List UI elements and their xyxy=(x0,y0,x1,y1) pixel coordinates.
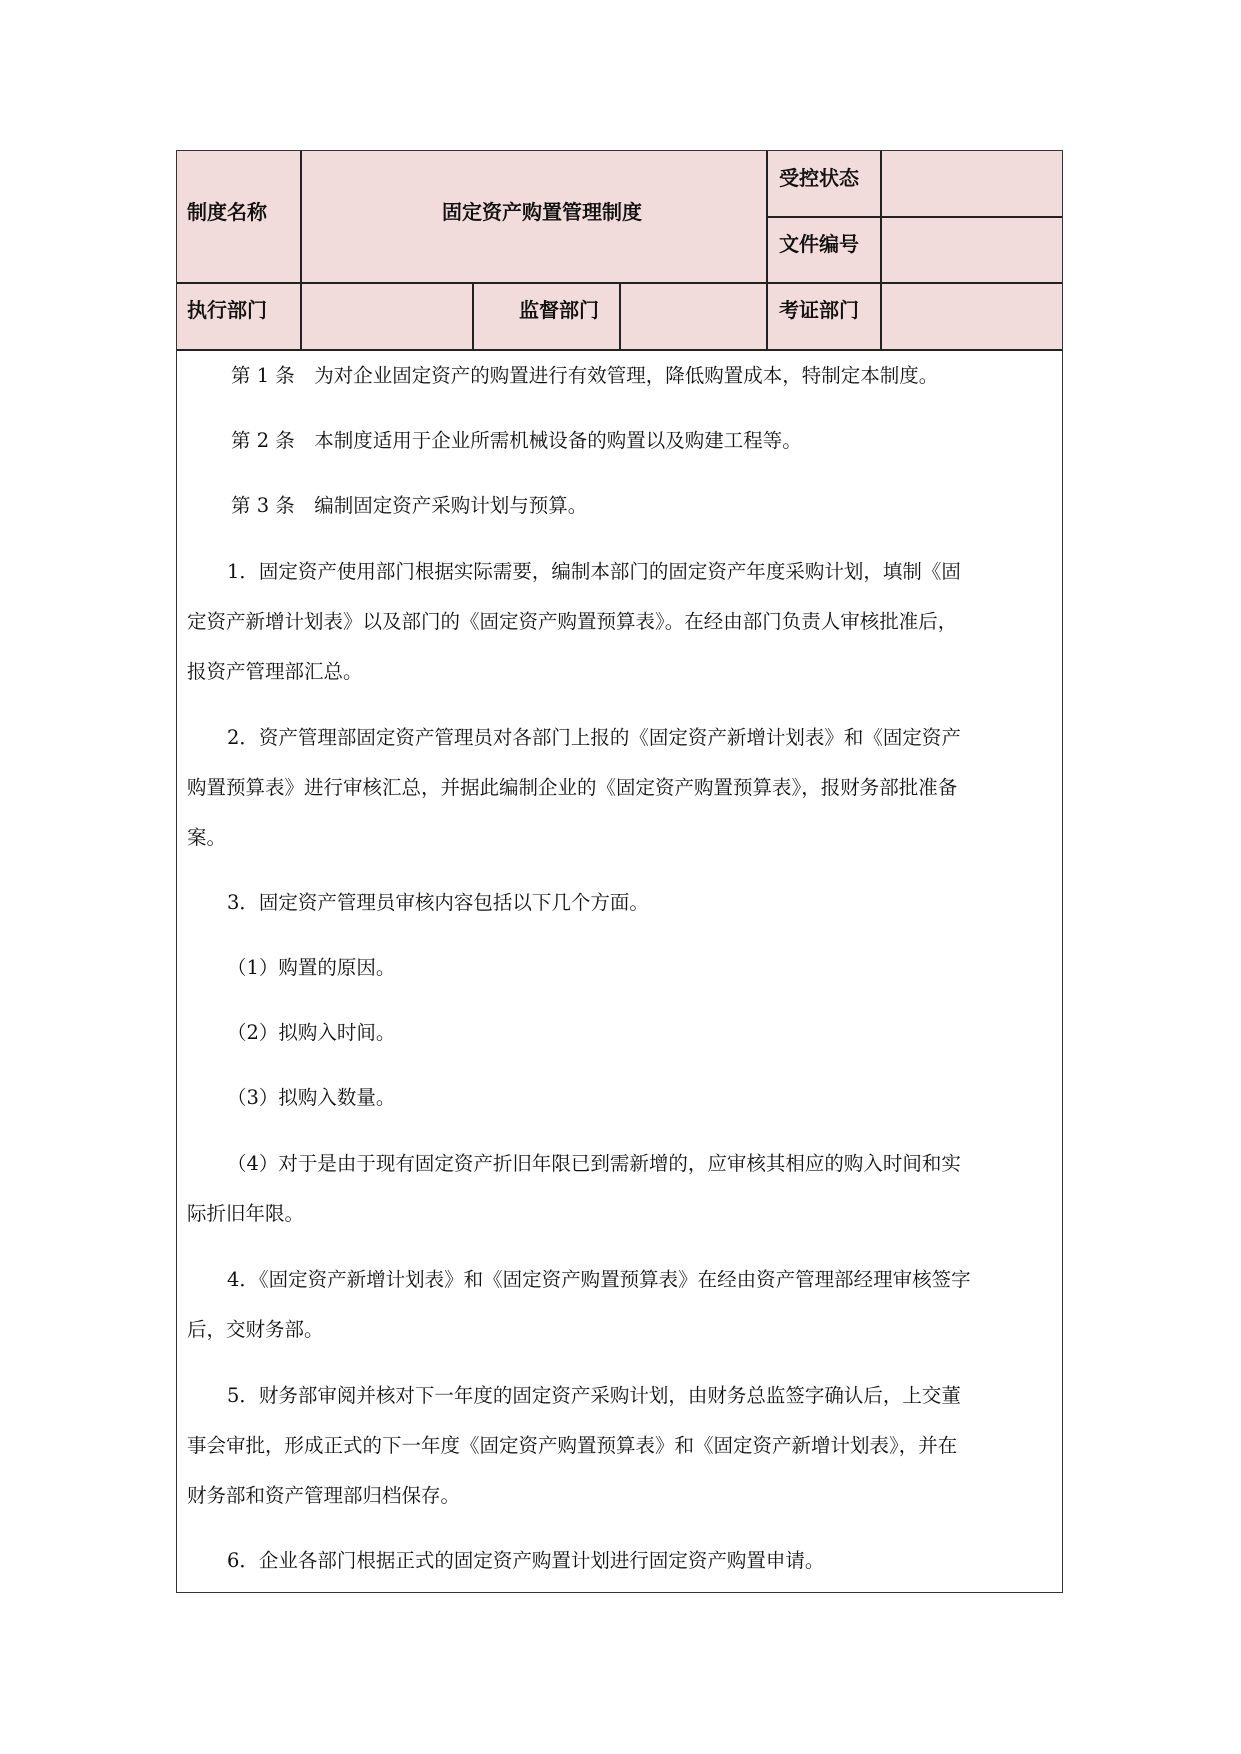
grid-line xyxy=(619,283,621,350)
header-exec-dept-value-cell xyxy=(301,283,473,350)
grid-line xyxy=(766,151,768,350)
item-4-line-2: 后，交财务部。 xyxy=(187,1318,324,1341)
grid-line xyxy=(766,216,1062,218)
verify-dept-label: 考证部门 xyxy=(779,298,859,322)
item-5-line-2: 事会审批，形成正式的下一年度《固定资产购置预算表》和《固定资产新增计划表》，并在 xyxy=(187,1434,958,1457)
sub-item-2: （2）拟购入时间。 xyxy=(227,1021,396,1044)
item-4-line-1: 4．《固定资产新增计划表》和《固定资产购置预算表》在经由资产管理部经理审核签字 xyxy=(227,1268,971,1291)
sub-item-1: （1）购置的原因。 xyxy=(227,956,396,979)
grid-line xyxy=(472,283,474,350)
sub-item-4-line-2: 际折旧年限。 xyxy=(187,1202,305,1225)
header-supervise-dept-value-cell xyxy=(620,283,767,350)
sub-item-4-line-1: （4）对于是由于现有固定资产折旧年限已到需新增的，应审核其相应的购入时间和实 xyxy=(227,1152,961,1175)
item-2-line-1: 2．资产管理部固定资产管理员对各部门上报的《固定资产新增计划表》和《固定资产 xyxy=(227,726,961,749)
item-5-line-1: 5．财务部审阅并核对下一年度的固定资产采购计划，由财务总监签字确认后，上交董 xyxy=(227,1384,961,1407)
header-file-no-value-cell xyxy=(881,217,1062,283)
item-5-line-3: 财务部和资产管理部归档保存。 xyxy=(187,1484,461,1507)
grid-line xyxy=(880,151,882,350)
policy-title: 固定资产购置管理制度 xyxy=(442,200,642,224)
item-1-line-1: 1．固定资产使用部门根据实际需要，编制本部门的固定资产年度采购计划，填制《固 xyxy=(227,560,961,583)
item-2-line-2: 购置预算表》进行审核汇总，并据此编制企业的《固定资产购置预算表》，报财务部批准备 xyxy=(187,776,958,799)
grid-line xyxy=(177,282,1062,284)
file-number-label: 文件编号 xyxy=(779,232,859,256)
header-exec-dept-label-cell xyxy=(177,283,301,350)
article-1: 第 1 条 为对企业固定资产的购置进行有效管理，降低购置成本，特制定本制度。 xyxy=(231,364,939,387)
policy-name-label: 制度名称 xyxy=(187,200,267,224)
supervise-dept-label: 监督部门 xyxy=(519,298,599,322)
header-name-label-cell xyxy=(177,151,301,283)
exec-dept-label: 执行部门 xyxy=(187,298,267,322)
grid-line xyxy=(300,151,302,350)
article-3: 第 3 条 编制固定资产采购计划与预算。 xyxy=(231,494,588,517)
policy-document-table xyxy=(176,150,1063,1593)
sub-item-3: （3）拟购入数量。 xyxy=(227,1086,396,1109)
item-1-line-3: 报资产管理部汇总。 xyxy=(187,660,363,683)
item-2-line-3: 案。 xyxy=(187,826,227,849)
item-6: 6．企业各部门根据正式的固定资产购置计划进行固定资产购置申请。 xyxy=(227,1549,825,1572)
header-verify-dept-label-cell xyxy=(767,283,881,350)
control-status-label: 受控状态 xyxy=(779,166,859,190)
header-file-no-label-cell xyxy=(767,217,881,283)
item-3: 3．固定资产管理员审核内容包括以下几个方面。 xyxy=(227,891,649,914)
header-verify-dept-value-cell xyxy=(881,283,1062,350)
article-2: 第 2 条 本制度适用于企业所需机械设备的购置以及购建工程等。 xyxy=(231,429,802,452)
header-control-status-label-cell xyxy=(767,151,881,217)
item-1-line-2: 定资产新增计划表》以及部门的《固定资产购置预算表》。在经由部门负责人审核批准后， xyxy=(187,610,958,633)
header-supervise-dept-label-cell xyxy=(473,283,620,350)
header-title-cell xyxy=(301,151,767,283)
header-control-status-value-cell xyxy=(881,151,1062,217)
